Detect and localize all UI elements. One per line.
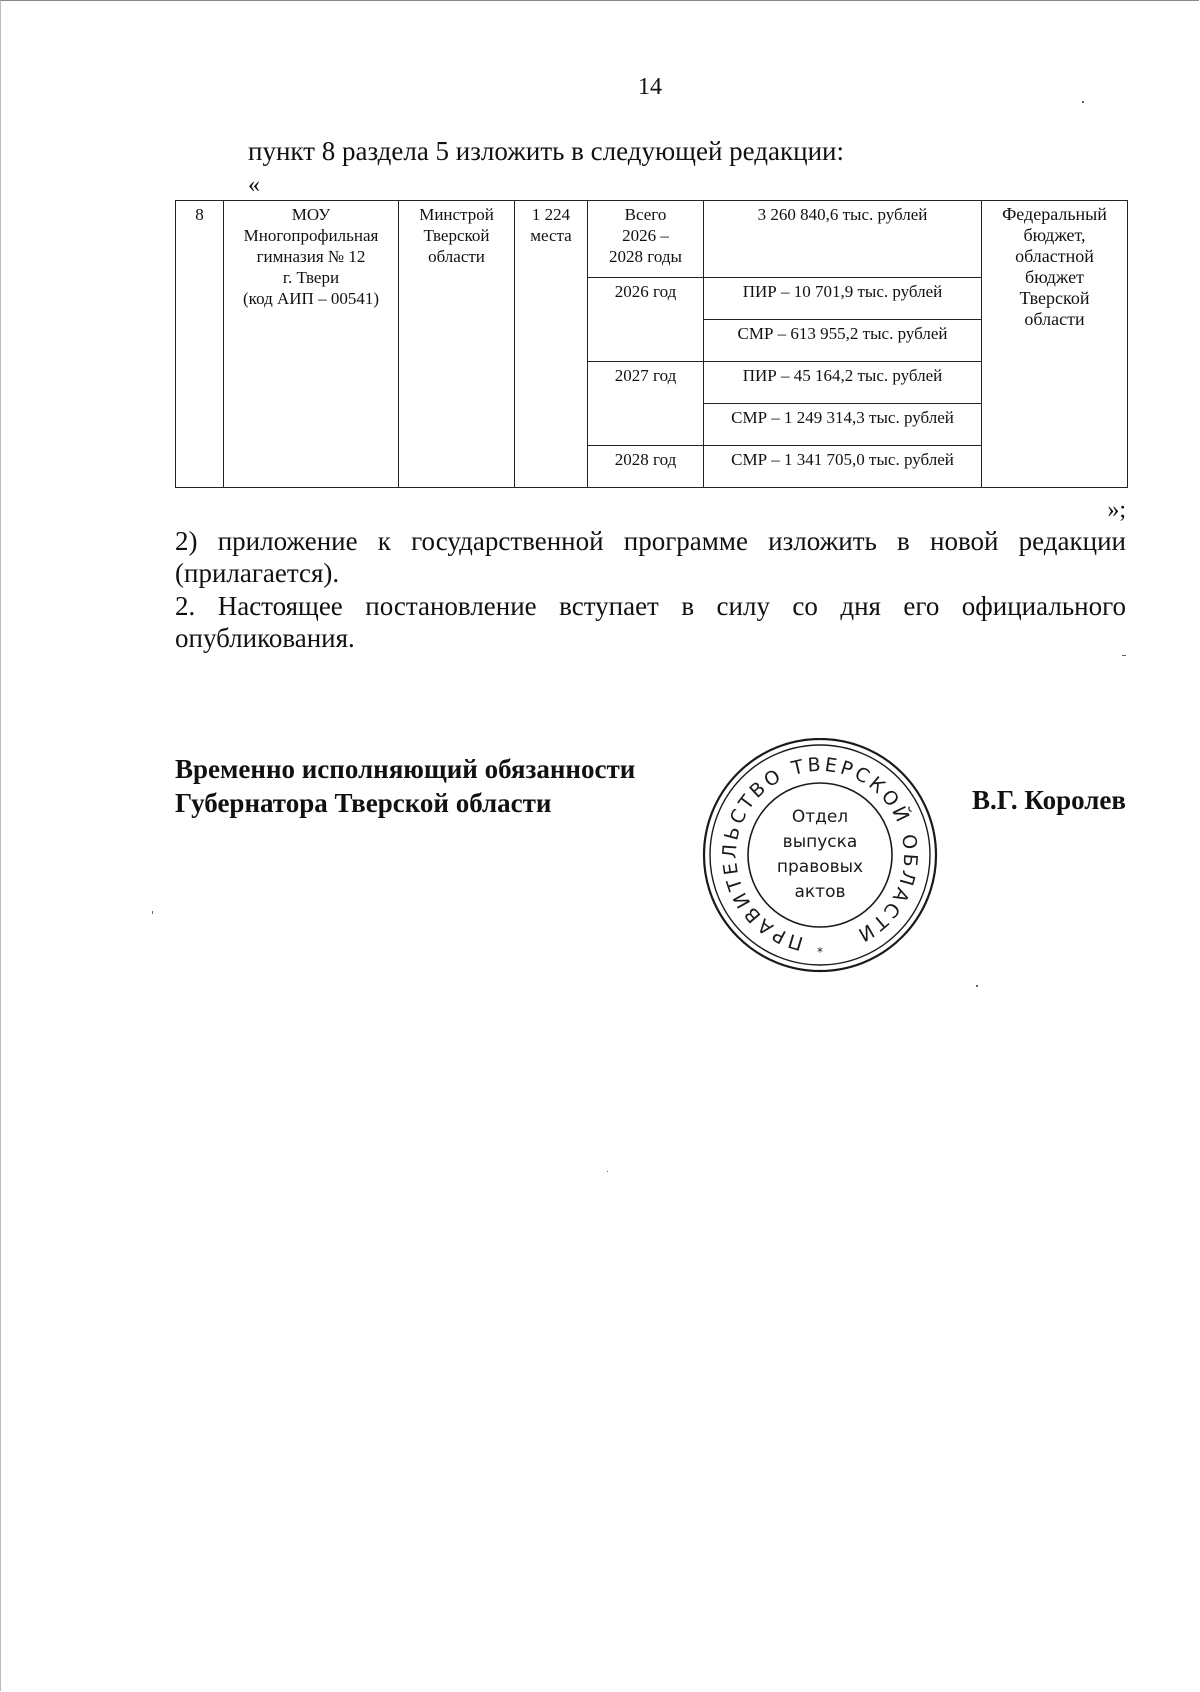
stamp-center-line: Отдел <box>791 807 849 827</box>
stamp-center-ring <box>748 783 892 927</box>
intro-line: пункт 8 раздела 5 изложить в следующей редакции: <box>248 136 844 166</box>
year-2026-cell: 2026 год <box>588 278 704 362</box>
funding-source-line: области <box>1024 309 1085 329</box>
funding-source-line: областной <box>1015 246 1094 266</box>
total-period-cell <box>588 201 704 278</box>
funding-source-cell <box>982 201 1128 488</box>
capacity-line: места <box>530 226 572 245</box>
official-stamp <box>700 738 940 973</box>
total-amount-cell: 3 260 840,6 тыс. рублей <box>704 201 982 278</box>
paragraph-appendix: 2) приложение к государственной программе изложить в новой редакции (прилагается). <box>175 526 1126 588</box>
executor-line: области <box>428 247 485 266</box>
funding-source-line: Федеральный <box>1002 204 1107 224</box>
program-table <box>175 200 1128 488</box>
funding-source-line: бюджет, <box>1023 225 1086 245</box>
object-name-line: (код АИП – 00541) <box>243 289 379 308</box>
object-name-line: гимназия № 12 <box>256 247 366 266</box>
stamp-center-line: актов <box>794 882 846 902</box>
object-name-cell <box>224 201 399 488</box>
funding-source-line: бюджет <box>1025 267 1084 287</box>
close-quote: »; <box>1107 497 1126 523</box>
scan-speck <box>152 911 153 914</box>
year-2027-cell: 2027 год <box>588 362 704 446</box>
object-name-line: Многопрофильная <box>243 226 379 245</box>
amount-2026-pir-cell: ПИР – 10 701,9 тыс. рублей <box>704 278 982 320</box>
stamp-center-line: выпуска <box>782 832 858 852</box>
stamp-inner-ring <box>710 745 930 965</box>
amount-2028-smr-cell: СМР – 1 341 705,0 тыс. рублей <box>704 446 982 488</box>
stamp-center-line: правовых <box>776 857 864 877</box>
table-row <box>176 201 1128 278</box>
executor-line: Тверской <box>423 226 490 245</box>
total-period-line: Всего <box>624 205 667 224</box>
executor-cell <box>399 201 515 488</box>
open-quote: « <box>248 172 260 198</box>
object-name-line: г. Твери <box>282 268 340 287</box>
funding-source-line: Тверской <box>1019 288 1090 308</box>
total-period-line: 2026 – <box>622 226 669 245</box>
page-number: 14 <box>638 74 662 100</box>
signature-position-line: Губернатора Тверской области <box>175 788 552 818</box>
scan-speck <box>607 1171 608 1172</box>
amount-2027-pir-cell: ПИР – 45 164,2 тыс. рублей <box>704 362 982 404</box>
executor-line: Минстрой <box>419 205 494 224</box>
year-2028-cell: 2028 год <box>588 446 704 488</box>
scan-speck <box>1122 655 1126 656</box>
signature-position <box>175 752 635 820</box>
amount-2027-smr-cell: СМР – 1 249 314,3 тыс. рублей <box>704 404 982 446</box>
object-name-line: МОУ <box>291 205 331 224</box>
amount-2026-smr-cell: СМР – 613 955,2 тыс. рублей <box>704 320 982 362</box>
total-period-line: 2028 годы <box>609 247 682 266</box>
row-number-cell: 8 <box>176 201 224 488</box>
scan-speck <box>976 985 978 987</box>
signatory-name: В.Г. Королев <box>972 785 1126 815</box>
stamp-ring-text: ПРАВИТЕЛЬСТВО ТВЕРСКОЙ ОБЛАСТИ <box>718 753 922 955</box>
scan-speck <box>1082 101 1084 103</box>
signature-position-line: Временно исполняющий обязанности <box>175 754 636 784</box>
capacity-line: 1 224 <box>531 205 571 224</box>
paragraph-entry-into-force: 2. Настоящее постановление вступает в силу со дня его официального опубликования. <box>175 591 1126 653</box>
stamp-star-icon: * <box>817 945 823 959</box>
capacity-cell <box>515 201 588 488</box>
